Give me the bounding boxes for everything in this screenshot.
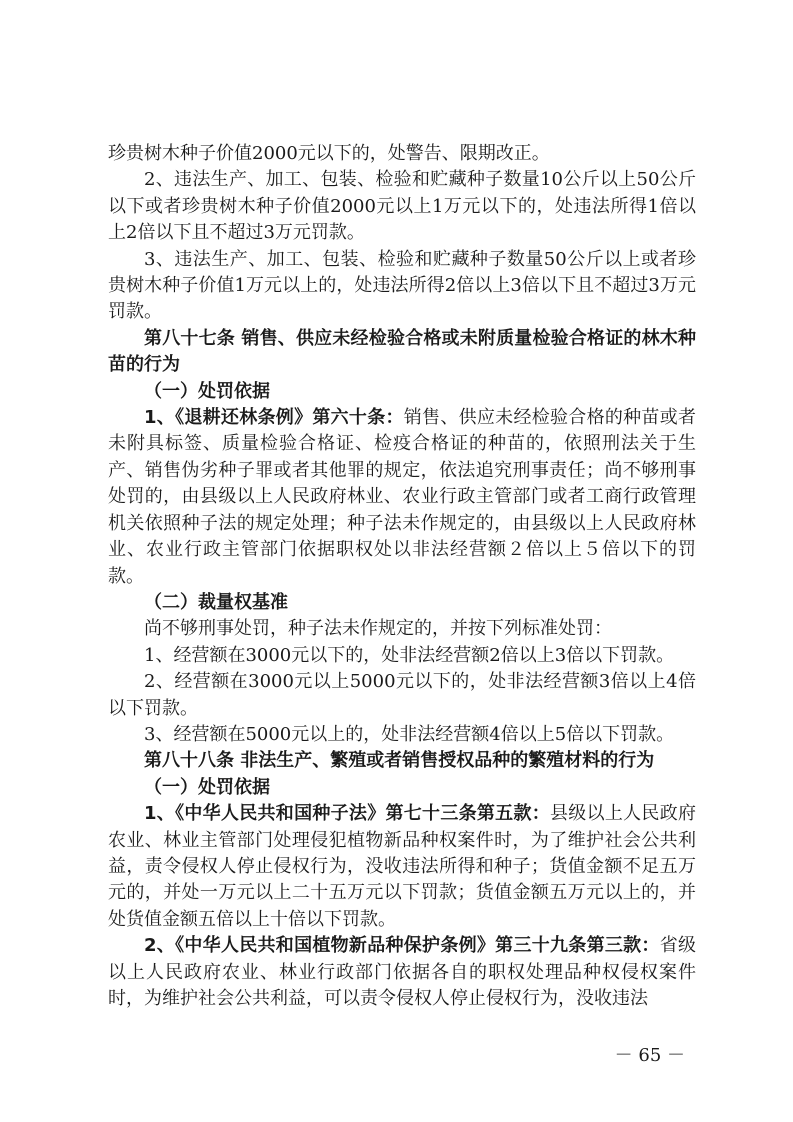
paragraph-item-2: 2、违法生产、加工、包装、检验和贮藏种子数量10公斤以上50公斤以下或者珍贵树木种子价值2000元以上1万元以下的，处违法所得1倍以上2倍以下且不超过3万元罚款。 xyxy=(108,169,696,244)
article-88-basis-1 xyxy=(108,801,696,933)
page-number: － 65 － xyxy=(614,1045,685,1066)
article-87-standard-2: 2、经营额在3000元以上5000元以下的，处非法经营额3倍以上4倍以下罚款。 xyxy=(108,671,696,719)
article-88-basis-heading: （一）处罚依据 xyxy=(144,776,270,798)
article-88-basis-2 xyxy=(108,933,696,1012)
article-87-standard-heading: （二）裁量权基准 xyxy=(144,591,288,613)
article-87-title: 第八十七条 销售、供应未经检验合格或未附质量检验合格证的林木种苗的行为 xyxy=(108,327,696,376)
article-87-basis-1-text: 销售、供应未经检验合格的种苗或者未附具标签、质量检验合格证、检疫合格证的种苗的，依照刑法关于生产、销售伪劣种子罪或者其他罪的规定，依法追究刑事责任；尚不够刑事处罚的，由县级以上人民政府林业、农业行政主管部门或者工商行政管理机关依照种子法的规定处理；种子法未作规定的，由县级以上人民政府林业、农业行政主管部门依据职权处以非法经营额２倍以上５倍以下的罚款。 xyxy=(108,407,696,587)
article-87-standard-3: 3、经营额在5000元以上的，处非法经营额4倍以上5倍以下罚款。 xyxy=(144,723,675,745)
article-88-basis-2-text: 省级以上人民政府农业、林业行政部门依据各自的职权处理品种权侵权案件时，为维护社会公共利益，可以责令侵权人停止侵权行为，没收违法 xyxy=(108,935,697,1009)
paragraph-item-3: 3、违法生产、加工、包装、检验和贮藏种子数量50公斤以上或者珍贵树木种子价值1万元以上的，处违法所得2倍以上3倍以下且不超过3万元罚款。 xyxy=(108,248,696,323)
article-87-basis-1-ref: 1、《退耕还林条例》第六十条： xyxy=(144,407,404,429)
article-88-basis-1-text: 县级以上人民政府农业、林业主管部门处理侵犯植物新品种权案件时，为了维护社会公共利益，责令侵权人停止侵权行为，没收违法所得和种子；货值金额不足五万元的，并处一万元以上二十五万元以下罚款；货值金额五万元以上的，并处货值金额五倍以上十倍以下罚款。 xyxy=(108,803,696,930)
article-87-standard-intro: 尚不够刑事处罚，种子法未作规定的，并按下列标准处罚： xyxy=(144,618,612,640)
article-87-standard-1: 1、经营额在3000元以下的，处非法经营额2倍以上3倍以下罚款。 xyxy=(144,644,675,666)
article-88-basis-2-ref: 2、《中华人民共和国植物新品种保护条例》第三十九条第三款： xyxy=(144,935,660,957)
article-88-title: 第八十八条 非法生产、繁殖或者销售授权品种的繁殖材料的行为 xyxy=(144,750,655,772)
article-87-basis-1 xyxy=(108,405,696,590)
paragraph-continuation: 珍贵树木种子价值2000元以下的，处警告、限期改正。 xyxy=(108,143,550,164)
document-page xyxy=(108,141,696,1012)
article-88-basis-1-ref: 1、《中华人民共和国种子法》第七十三条第五款： xyxy=(144,803,551,825)
article-87-basis-heading: （一）处罚依据 xyxy=(144,380,270,402)
